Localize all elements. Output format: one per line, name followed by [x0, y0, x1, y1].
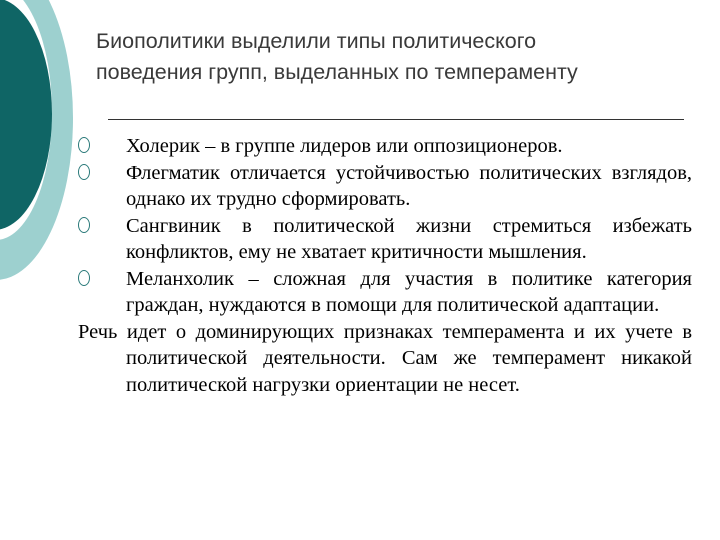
title-divider — [108, 119, 684, 120]
hollow-circle-bullet-icon — [78, 137, 90, 153]
closing-paragraph: Речь идет о доминирующих признаках темперамента и их учете в политической деятельности. Сам же темперамент никакой политической нагрузки ориентации не несет. — [78, 320, 692, 396]
hollow-circle-bullet-icon — [78, 217, 90, 233]
decorative-circles — [0, 0, 80, 300]
slide-body — [78, 133, 692, 398]
bullet-text: Меланхолик – сложная для участия в политике категория граждан, нуждаются в помощи для политической адаптации. — [126, 267, 692, 316]
bullet-text: Холерик – в группе лидеров или оппозиционеров. — [126, 135, 563, 157]
bullet-item-sanguine — [78, 213, 692, 266]
title-line-2: поведения групп, выделанных по темпераменту — [96, 60, 578, 84]
bullet-text: Сангвиник в политической жизни стремиться избежать конфликтов, ему не хватает критичности мышления. — [126, 214, 692, 263]
bullet-item-melancholic — [78, 266, 692, 319]
hollow-circle-bullet-icon — [78, 270, 90, 286]
title-line-1: Биополитики выделили типы политического — [96, 29, 537, 53]
hollow-circle-bullet-icon — [78, 164, 90, 180]
bullet-item-phlegmatic — [78, 160, 692, 213]
bullet-item-choleric — [78, 133, 692, 160]
slide-title — [96, 26, 696, 88]
bullet-text: Флегматик отличается устойчивостью политических взглядов, однако их трудно сформировать. — [126, 161, 692, 210]
